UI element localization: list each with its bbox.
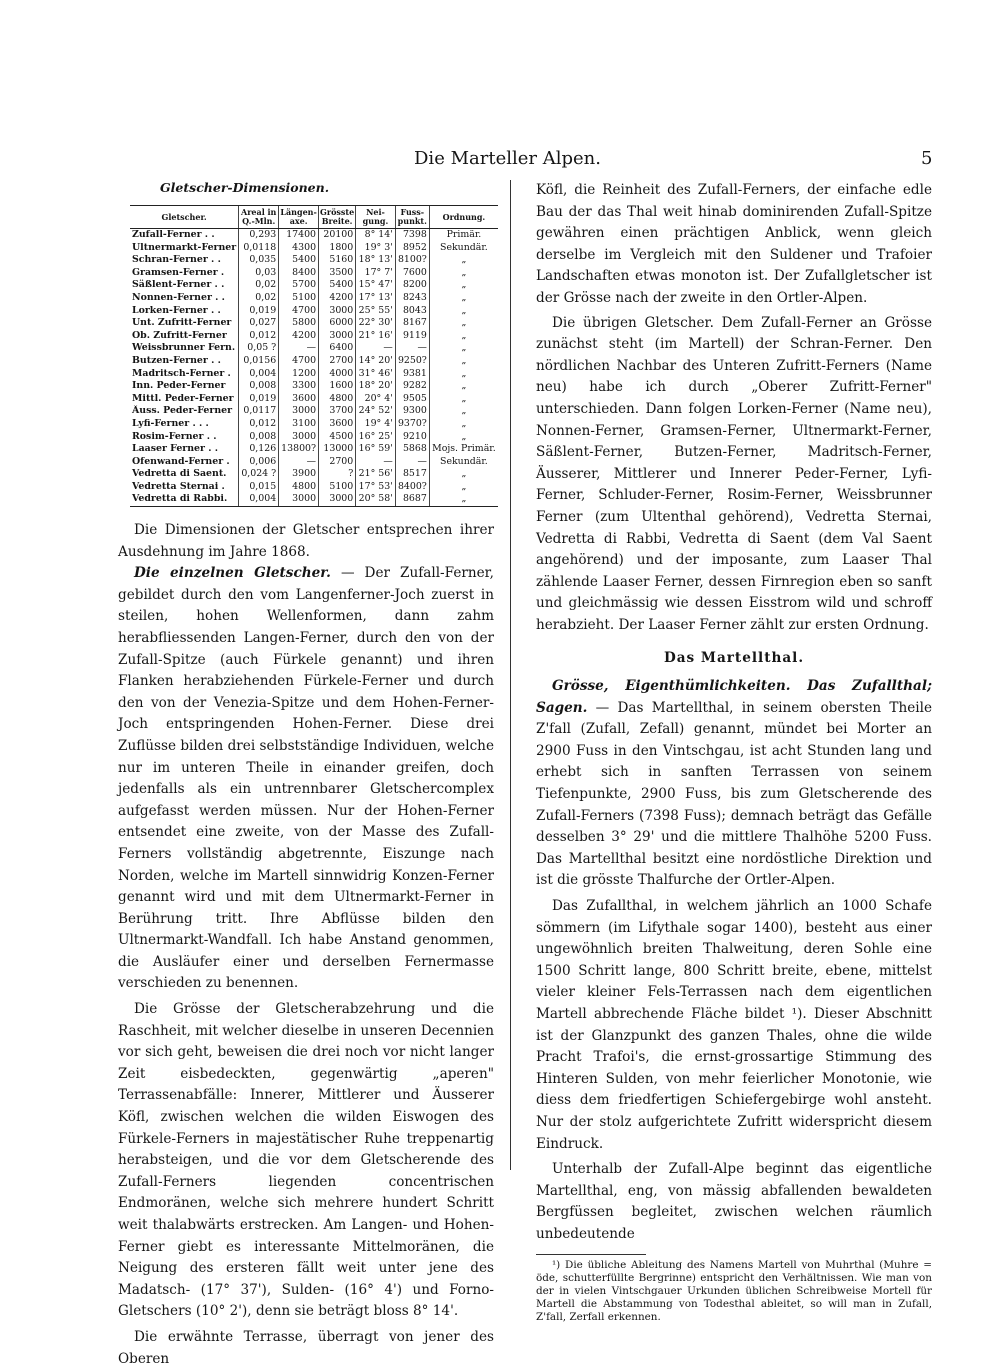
table-cell: 4700 bbox=[279, 305, 319, 318]
table-cell: 4500 bbox=[319, 431, 356, 444]
table-cell: 20° 4' bbox=[356, 393, 396, 406]
table-cell: Äuss. Peder-Ferner bbox=[132, 405, 233, 417]
table-cell: 17400 bbox=[279, 229, 319, 242]
table-row bbox=[130, 267, 498, 280]
table-cell: 5100 bbox=[319, 481, 356, 494]
table-cell: 5700 bbox=[279, 279, 319, 292]
table-cell: 4000 bbox=[319, 368, 356, 381]
table-cell: 8400? bbox=[395, 481, 429, 494]
table-cell: Primär. bbox=[429, 229, 498, 242]
table-cell: 8100? bbox=[395, 254, 429, 267]
table-cell: 8517 bbox=[395, 468, 429, 481]
table-cell: 0,02 bbox=[239, 279, 279, 292]
table-cell: 3500 bbox=[319, 267, 356, 280]
table-row bbox=[130, 342, 498, 355]
table-cell: 8° 14' bbox=[356, 229, 396, 242]
table-cell: 7398 bbox=[395, 229, 429, 242]
table-cell: — bbox=[356, 342, 396, 355]
table-cell: „ bbox=[429, 493, 498, 506]
table-cell: „ bbox=[429, 431, 498, 444]
table-cell: 18° 20' bbox=[356, 380, 396, 393]
table-cell: 17° 53' bbox=[356, 481, 396, 494]
table-cell: 0,0118 bbox=[239, 242, 279, 255]
page-number: 5 bbox=[921, 148, 933, 169]
table-cell: 3600 bbox=[319, 418, 356, 431]
table-cell: 0,126 bbox=[239, 443, 279, 456]
table-cell: 3000 bbox=[319, 493, 356, 506]
table-row bbox=[130, 443, 498, 456]
table-cell: — bbox=[356, 456, 396, 469]
table-cell: Zufall-Ferner . . bbox=[132, 229, 215, 240]
paragraph: Köfl, die Reinheit des Zufall-Ferners, der einfache edle Bau der das Thal weit hinab dominirenden Zufall-Spitze gewähren einen prächtigen Anblick, wenn gleich derselbe im Vergleich mit den Suldener und Trafoier Landschaften etwas monoton ist. Der Zufallgletscher ist der Grösse nach der zweite in den Ortler-Alpen. bbox=[536, 182, 932, 306]
table-cell: Vedretta di Rabbi. bbox=[130, 493, 239, 506]
table-row bbox=[130, 229, 498, 242]
table-cell: 5800 bbox=[279, 317, 319, 330]
table-row bbox=[130, 456, 498, 469]
table-cell: — bbox=[395, 342, 429, 355]
table-cell: 6000 bbox=[319, 317, 356, 330]
table-cell: 3900 bbox=[279, 468, 319, 481]
table-cell: Nonnen-Ferner . . bbox=[132, 291, 225, 303]
table-cell: 14° 20' bbox=[356, 355, 396, 368]
paragraph-text: — Der Zufall-Ferner, gebildet durch den vom Langenferner-Joch zuerst in steilen, hohen Wellenformen, dann zahm herabfliessenden Langen-Ferner, durch den von der Zufall-Spitze (auch Fürkele genannt) und ihren Flanken herabziehenden Fürkele-Ferner und durch den von der Venezia-Spitze und dem Hohen-Ferner-Joch entspringenden Hohen-Ferner. Diese drei Zuflüsse bilden drei selbstständige Individuen, welche nur im unteren Theile in einander greifen, doch jedenfalls als ein untrennbarer Gletschercomplex aufgefasst werden müssen. Nur der Hohen-Ferner entsendet eine zweite, von der Masse des Zufall-Ferners vollständig abgetrennte, Eiszunge nach Norden, welche im Martell sinnwidrig Konzen-Ferner genannt wird und mit dem Ultnermarkt-Ferner in Berührung tritt. Ihre Abflüsse bilden den Ultnermarkt-Wandfall. Ich habe Anstand genommen, die Ausläufer einer und derselben Fernermasse verschieden zu benennen. bbox=[118, 565, 494, 992]
table-cell: 9210 bbox=[395, 431, 429, 444]
footnote-rule bbox=[536, 1254, 646, 1255]
table-cell: 0,006 bbox=[239, 456, 279, 469]
paragraph: Das Zufallthal, in welchem jährlich an 1000 Schafe sömmern (im Lifythale sogar 1400), besteht aus einer ungewöhnlich breiten Thalweitung, deren Sohle eine 1500 Schritt lange, 800 Schritt breite, ebene, mittelst vieler kleiner Fels-Terrassen nach dem eigentlichen Martell abbrechende Fläche bildet ¹). Dieser Abschnitt ist der Glanzpunkt des ganzen Thales, ohne die wilde Pracht Trafoi's, die ernst-grossartige Stimmung des Hinteren Sulden, von mehr feierlicher Monotonie, wie diess dem friedfertigen Schiefergebirge wohl ansteht. Nur der stolz aufgerichtete Zufritt widerspricht diesem Eindruck. bbox=[536, 898, 932, 1152]
table-cell: Schran-Ferner . . bbox=[132, 254, 221, 266]
table-cell: „ bbox=[429, 418, 498, 431]
table-cell: — bbox=[395, 456, 429, 469]
table-cell: Ob. Zufritt-Ferner bbox=[132, 329, 227, 341]
table-cell: 6400 bbox=[319, 342, 356, 355]
table-header-cell: Ordnung. bbox=[429, 206, 498, 229]
paragraph-lead: Die einzelnen Gletscher. bbox=[134, 565, 331, 582]
table-caption: Gletscher-Dimensionen. bbox=[160, 180, 330, 195]
table-cell: 4200 bbox=[279, 330, 319, 343]
table-cell: 3000 bbox=[279, 405, 319, 418]
table-row bbox=[130, 393, 498, 406]
table-row bbox=[130, 418, 498, 431]
paragraph bbox=[118, 563, 494, 995]
table-cell: „ bbox=[429, 368, 498, 381]
table-cell: 0,027 bbox=[239, 317, 279, 330]
table-cell: 3000 bbox=[319, 305, 356, 318]
paragraph: Die übrigen Gletscher. Dem Zufall-Ferner an Grösse zunächst steht (im Martell) der Schran-Ferner. Den nördlichen Nachbar des Unteren Zufritt-Ferners (Name neu) habe ich durch „Oberer Zufritt-Ferner" unterschieden. Dann folgen Lorken-Ferner (Name neu), Nonnen-Ferner, Gramsen-Ferner, Ultnermarkt-Ferner, Säßlent-Ferner, Butzen-Ferner, Madritsch-Ferner, Äusserer, Mittlerer und Innerer Peder-Ferner, Lyfi-Ferner, Schluder-Ferner, Rosim-Ferner, Weissbrunner Ferner (zum Ultenthal gehörend), Vedretta Sternai, Vedretta di Rabbi, Vedretta di Saent (dem Val Saent angehörend) und der imposante, zum Laaser Thal zählende Laaser Ferner, dessen Firnregion eben so sanft und gleichmässig wie dessen Eisstrom wild und schroff herabzieht. Der Laaser Ferner zählt zur ersten Ordnung. bbox=[536, 314, 932, 633]
table-cell: 3600 bbox=[279, 393, 319, 406]
table-cell: Rosim-Ferner . . bbox=[132, 430, 217, 442]
table-header-cell: Areal in Q.-Mln. bbox=[239, 206, 279, 229]
table-row bbox=[130, 305, 498, 318]
paragraph: Die erwähnte Terrasse, überragt von jener des Oberen bbox=[118, 1328, 494, 1367]
table-cell: 2700 bbox=[319, 456, 356, 469]
paragraph: Unterhalb der Zufall-Alpe beginnt das eigentliche Martellthal, eng, von mässig abfallenden bewaldeten Bergfüssen begleitet, zwischen welchen räumlich unbedeutende bbox=[536, 1161, 932, 1242]
table-row bbox=[130, 279, 498, 292]
table-row bbox=[130, 317, 498, 330]
table-cell: 21° 16' bbox=[356, 330, 396, 343]
table-cell: Lyfi-Ferner . . . bbox=[132, 417, 209, 429]
section-heading: Das Martellthal. bbox=[663, 650, 805, 667]
running-header: Die Marteller Alpen. bbox=[414, 148, 601, 169]
paragraph-text: — Das Martellthal, in seinem obersten Theile Z'fall (Zufall, Zefall) genannt, mündet bei Morter an 2900 Fuss in den Vintschgau, ist acht Stunden lang und erhebt sich in sanften Terrassen von seinem Tiefenpunkte, 2900 Fuss, bis zum Gletscherende des Zufall-Ferners (7398 Fuss); demnach beträgt das Gefälle desselben 3° 29' und die mittlere Thalhöhe 5200 Fuss. Das Martellthal besitzt eine nordöstliche Direktion und ist die grösste Thalfurche der Ortler-Alpen. bbox=[536, 699, 932, 889]
table-cell: 24° 52' bbox=[356, 405, 396, 418]
table-header-row bbox=[130, 206, 498, 229]
table-cell: 21° 56' bbox=[356, 468, 396, 481]
table-cell: „ bbox=[429, 393, 498, 406]
table-cell: „ bbox=[429, 468, 498, 481]
table-cell: 0,019 bbox=[239, 305, 279, 318]
table-cell: Weissbrunner Fern. bbox=[132, 342, 236, 354]
table-cell: Inn. Peder-Ferner bbox=[132, 380, 226, 392]
table-cell: 18° 13' bbox=[356, 254, 396, 267]
table-cell: 0,008 bbox=[239, 431, 279, 444]
table-cell: 5400 bbox=[319, 279, 356, 292]
table-cell: 8400 bbox=[279, 267, 319, 280]
table-cell: 13800? bbox=[279, 443, 319, 456]
table-cell: 0,008 bbox=[239, 380, 279, 393]
table-cell: 1600 bbox=[319, 380, 356, 393]
table-cell: 0,0117 bbox=[239, 405, 279, 418]
table-cell: 1800 bbox=[319, 242, 356, 255]
table-cell: 3000 bbox=[319, 330, 356, 343]
table-body bbox=[130, 229, 498, 507]
table-cell: 0,004 bbox=[239, 493, 279, 506]
table-cell: Ofenwand-Ferner . bbox=[132, 455, 230, 467]
table-cell: 19° 4' bbox=[356, 418, 396, 431]
table-cell: „ bbox=[429, 481, 498, 494]
table-cell: 5400 bbox=[279, 254, 319, 267]
table-cell: 17° 13' bbox=[356, 292, 396, 305]
table-row bbox=[130, 292, 498, 305]
table-cell: Madritsch-Ferner . bbox=[132, 367, 231, 379]
table-cell: 4800 bbox=[319, 393, 356, 406]
table-cell: 8687 bbox=[395, 493, 429, 506]
table-cell: 8243 bbox=[395, 292, 429, 305]
table-cell: 0,02 bbox=[239, 292, 279, 305]
table-cell: 13000 bbox=[319, 443, 356, 456]
footnote: ¹) Die übliche Ableitung des Namens Martell von Muhrthal (Muhre = öde, schutterfüllte Bergrinne) entspricht den Verhältnissen. Wie man von der in vielen Vintschgauer Urkunden üblichen Schreibweise Mortell für Martell die Abstammung von Todesthal ableitet, so will man in Zufall, Z'fall, Zerfall erkennen. bbox=[536, 1258, 932, 1324]
paragraph-lead: Grösse, Eigenthümlichkeiten. Das Zufallthal; Sagen. bbox=[536, 678, 932, 716]
table-row bbox=[130, 330, 498, 343]
table-cell: 8167 bbox=[395, 317, 429, 330]
table-cell: 3700 bbox=[319, 405, 356, 418]
table-cell: „ bbox=[429, 380, 498, 393]
left-column bbox=[118, 520, 494, 1370]
table-cell: 0,293 bbox=[239, 229, 279, 242]
table-cell: 5160 bbox=[319, 254, 356, 267]
table-row bbox=[130, 368, 498, 381]
table-cell: „ bbox=[429, 292, 498, 305]
table-cell: Säßlent-Ferner . . bbox=[132, 279, 225, 291]
table-row bbox=[130, 380, 498, 393]
table-cell: 0,019 bbox=[239, 393, 279, 406]
table-cell: 16° 25' bbox=[356, 431, 396, 444]
table-cell: 9250? bbox=[395, 355, 429, 368]
table-header-cell: Fuss-punkt. bbox=[395, 206, 429, 229]
table-cell: „ bbox=[429, 355, 498, 368]
table-cell: „ bbox=[429, 342, 498, 355]
table-cell: 4700 bbox=[279, 355, 319, 368]
table-cell: Vedretta di Saent. bbox=[132, 468, 227, 480]
table-header-cell: Längen-axe. bbox=[279, 206, 319, 229]
table-cell: „ bbox=[429, 317, 498, 330]
table-cell: 0,024 ? bbox=[239, 468, 279, 481]
table-cell: 3000 bbox=[279, 493, 319, 506]
table-cell: 8952 bbox=[395, 242, 429, 255]
table-cell: Butzen-Ferner . . bbox=[132, 354, 221, 366]
glacier-dimensions-table bbox=[130, 205, 498, 507]
table-cell: 4200 bbox=[319, 292, 356, 305]
table-cell: ? bbox=[319, 468, 356, 481]
table-cell: „ bbox=[429, 254, 498, 267]
table-cell: Laaser Ferner . . bbox=[132, 443, 219, 455]
table-cell: 20100 bbox=[319, 229, 356, 242]
right-column bbox=[536, 180, 932, 1325]
table-cell: „ bbox=[429, 305, 498, 318]
table-row bbox=[130, 254, 498, 267]
table-row bbox=[130, 493, 498, 506]
table-cell: 9505 bbox=[395, 393, 429, 406]
table-cell: „ bbox=[429, 279, 498, 292]
table-cell: 31° 46' bbox=[356, 368, 396, 381]
table-cell: 15° 47' bbox=[356, 279, 396, 292]
table-header-cell: Grösste Breite. bbox=[319, 206, 356, 229]
table-header-cell: Nei-gung. bbox=[356, 206, 396, 229]
table-cell: 4300 bbox=[279, 242, 319, 255]
table-cell: 3300 bbox=[279, 380, 319, 393]
table-cell: Sekundär. bbox=[429, 242, 498, 255]
table-cell: 9381 bbox=[395, 368, 429, 381]
table-cell: „ bbox=[429, 405, 498, 418]
column-divider bbox=[510, 180, 511, 1170]
table-cell: — bbox=[279, 456, 319, 469]
paragraph: Die Grösse der Gletscherabzehrung und die Raschheit, mit welcher dieselbe in unseren Decennien vor sich geht, beweisen die drei noch vor nicht langer Zeit eisbedeckten, gegenwärtig „aperen" Terrassenabfälle: Innerer, Mittlerer und Äusserer Köfl, zwischen welchen die wilden Eiswogen des Fürkele-Ferners in majestätischer Ruhe treppenartig herabsteigen, und die vor dem Gletscherende des Zufall-Ferners liegenden concentrischen Endmoränen, welche sich mehrere hundert Schritt weit thalabwärts erstrecken. Am Langen- und Hohen-Ferner giebt es interessante Mittelmoränen, die Neigung des ersteren fällt weit unter jene des Madatsch- (17° 37'), Sulden- (16° 4') und Forno-Gletschers (10° 2'), denn sie beträgt bloss 8° 14'. bbox=[118, 1001, 494, 1320]
table-cell: 8200 bbox=[395, 279, 429, 292]
table-cell: 20° 58' bbox=[356, 493, 396, 506]
table-cell: 0,05 ? bbox=[239, 342, 279, 355]
table-cell: 3100 bbox=[279, 418, 319, 431]
table-cell: 22° 30' bbox=[356, 317, 396, 330]
table-cell: Sekundär. bbox=[429, 456, 498, 469]
table-cell: 3000 bbox=[279, 431, 319, 444]
table-cell: 5100 bbox=[279, 292, 319, 305]
table-cell: 4800 bbox=[279, 481, 319, 494]
table-cell: 0,0156 bbox=[239, 355, 279, 368]
table-cell: „ bbox=[429, 330, 498, 343]
table-cell: 0,012 bbox=[239, 418, 279, 431]
table-row bbox=[130, 481, 498, 494]
table-cell: 5868 bbox=[395, 443, 429, 456]
table-cell: Mojs. Primär. bbox=[429, 443, 498, 456]
table-cell: Ultnermarkt-Ferner bbox=[132, 241, 237, 253]
table-cell: 7600 bbox=[395, 267, 429, 280]
table-cell: Lorken-Ferner . . bbox=[132, 304, 221, 316]
table-cell: Unt. Zufritt-Ferner bbox=[132, 317, 232, 329]
table-cell: 0,03 bbox=[239, 267, 279, 280]
table-row bbox=[130, 242, 498, 255]
table-cell: 19° 3' bbox=[356, 242, 396, 255]
table-cell: 9282 bbox=[395, 380, 429, 393]
table-cell: 2700 bbox=[319, 355, 356, 368]
table-cell: 9119 bbox=[395, 330, 429, 343]
table-cell: 9370? bbox=[395, 418, 429, 431]
table-cell: 0,015 bbox=[239, 481, 279, 494]
table-cell: Mittl. Peder-Ferner bbox=[132, 392, 234, 404]
table-cell: 1200 bbox=[279, 368, 319, 381]
table-cell: 25° 55' bbox=[356, 305, 396, 318]
table-cell: 8043 bbox=[395, 305, 429, 318]
table-cell: „ bbox=[429, 267, 498, 280]
table-cell: 0,035 bbox=[239, 254, 279, 267]
table-header-cell: Gletscher. bbox=[130, 206, 239, 229]
table-cell: 16° 59' bbox=[356, 443, 396, 456]
table-row bbox=[130, 355, 498, 368]
table-cell: 17° 7' bbox=[356, 267, 396, 280]
table-row bbox=[130, 405, 498, 418]
table-row bbox=[130, 431, 498, 444]
paragraph: Die Dimensionen der Gletscher entsprechen ihrer Ausdehnung im Jahre 1868. bbox=[118, 522, 494, 560]
table-row bbox=[130, 468, 498, 481]
paragraph bbox=[536, 676, 932, 892]
table-cell: Vedretta Sternai . bbox=[132, 480, 225, 492]
table-cell: — bbox=[279, 342, 319, 355]
table-cell: 9300 bbox=[395, 405, 429, 418]
table-cell: 0,004 bbox=[239, 368, 279, 381]
table-cell: Gramsen-Ferner . bbox=[132, 266, 225, 278]
table-cell: 0,012 bbox=[239, 330, 279, 343]
